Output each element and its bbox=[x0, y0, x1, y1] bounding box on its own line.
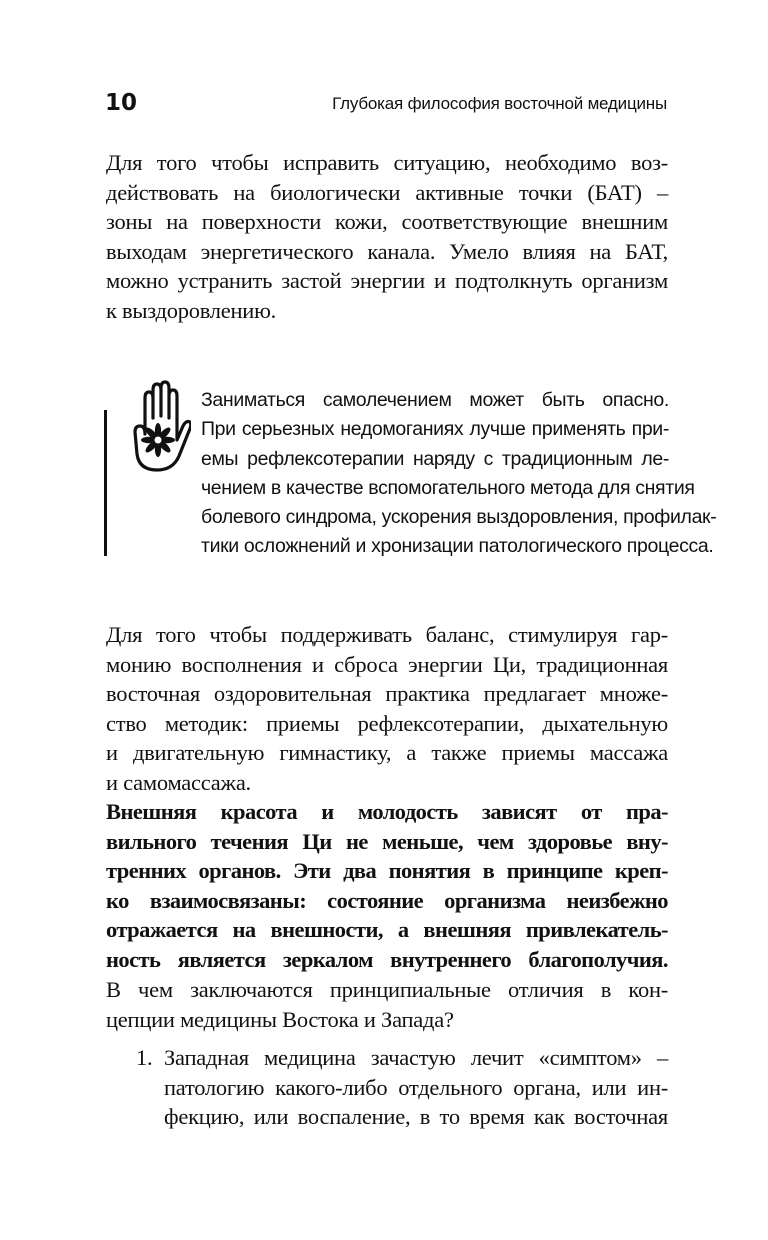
text-line: тики осложнений и хронизации патологического процесса. bbox=[201, 535, 714, 558]
text-line: цепции медицины Востока и Запада? bbox=[106, 1006, 454, 1032]
list-item-body bbox=[164, 1043, 668, 1132]
text-line: и самомассажа. bbox=[106, 769, 251, 795]
text-line: отражается на внешности, а внешняя привлекатель- bbox=[106, 917, 668, 943]
text-line: монию восполнения и сброса энергии Ци, традиционная bbox=[106, 651, 668, 677]
text-line: Западная медицина зачастую лечит «симптом» – bbox=[164, 1045, 668, 1070]
text-line: ко взаимосвязаны: состояние организма неизбежно bbox=[106, 887, 668, 913]
text-line: ность является зеркалом внутреннего благополучия. bbox=[106, 946, 668, 972]
list-item bbox=[106, 1043, 668, 1132]
text-line: Внешняя красота и молодость зависят от пра- bbox=[106, 799, 668, 824]
text-line: можно устранить застой энергии и подтолкнуть организм bbox=[106, 268, 668, 294]
text-line: При серьезных недомоганиях лучше применять при- bbox=[201, 418, 669, 441]
numbered-list bbox=[106, 1043, 668, 1132]
text-line: выходам энергетического канала. Умело влияя на БАТ, bbox=[106, 238, 668, 264]
paragraph-beauty-bold bbox=[106, 797, 668, 975]
paragraph-bat-points bbox=[106, 148, 668, 326]
text-line: вильного течения Ци не меньше, чем здоровье вну- bbox=[106, 828, 668, 854]
text-line: чением в качестве вспомогательного метода для снятия bbox=[201, 476, 695, 499]
notice-text bbox=[201, 386, 717, 562]
text-line: Для того чтобы поддерживать баланс, стимулируя гар- bbox=[106, 622, 668, 647]
text-line: и двигательную гимнастику, а также приемы массажа bbox=[106, 740, 668, 766]
warning-notice bbox=[104, 380, 717, 558]
text-line: действовать на биологически активные точки (БАТ) – bbox=[106, 179, 668, 205]
text-line: зоны на поверхности кожи, соответствующие внешним bbox=[106, 209, 668, 235]
text-line: восточная оздоровительная практика предлагает множе- bbox=[106, 681, 668, 707]
text-line: ство методик: приемы рефлексотерапии, дыхательную bbox=[106, 710, 668, 736]
text-line: Для того чтобы исправить ситуацию, необходимо воз- bbox=[106, 150, 668, 175]
hand-lotus-icon bbox=[129, 380, 191, 472]
paragraph-balance bbox=[106, 620, 668, 798]
text-line: емы рефлексотерапии наряду с традиционным ле- bbox=[201, 447, 669, 470]
text-line: патологию какого-либо отдельного органа, или ин- bbox=[164, 1074, 668, 1100]
page-header bbox=[105, 88, 667, 124]
text-line: В чем заключаются принципиальные отличия в кон- bbox=[106, 977, 668, 1002]
running-title: Глубокая философия восточной медицины bbox=[332, 94, 667, 113]
text-line: Заниматься самолечением может быть опасно. bbox=[201, 389, 669, 411]
notice-side-bar bbox=[104, 410, 107, 556]
page-number: 10 bbox=[105, 90, 138, 116]
text-line: болевого синдрома, ускорения выздоровления, профилак- bbox=[201, 506, 717, 529]
text-line: фекцию, или воспаление, в то время как восточная bbox=[164, 1104, 668, 1130]
paragraph-question bbox=[106, 975, 668, 1034]
list-item-number: 1. bbox=[136, 1045, 153, 1070]
text-line: тренних органов. Эти два понятия в принципе креп- bbox=[106, 858, 668, 884]
text-line: к выздоровлению. bbox=[106, 297, 277, 323]
